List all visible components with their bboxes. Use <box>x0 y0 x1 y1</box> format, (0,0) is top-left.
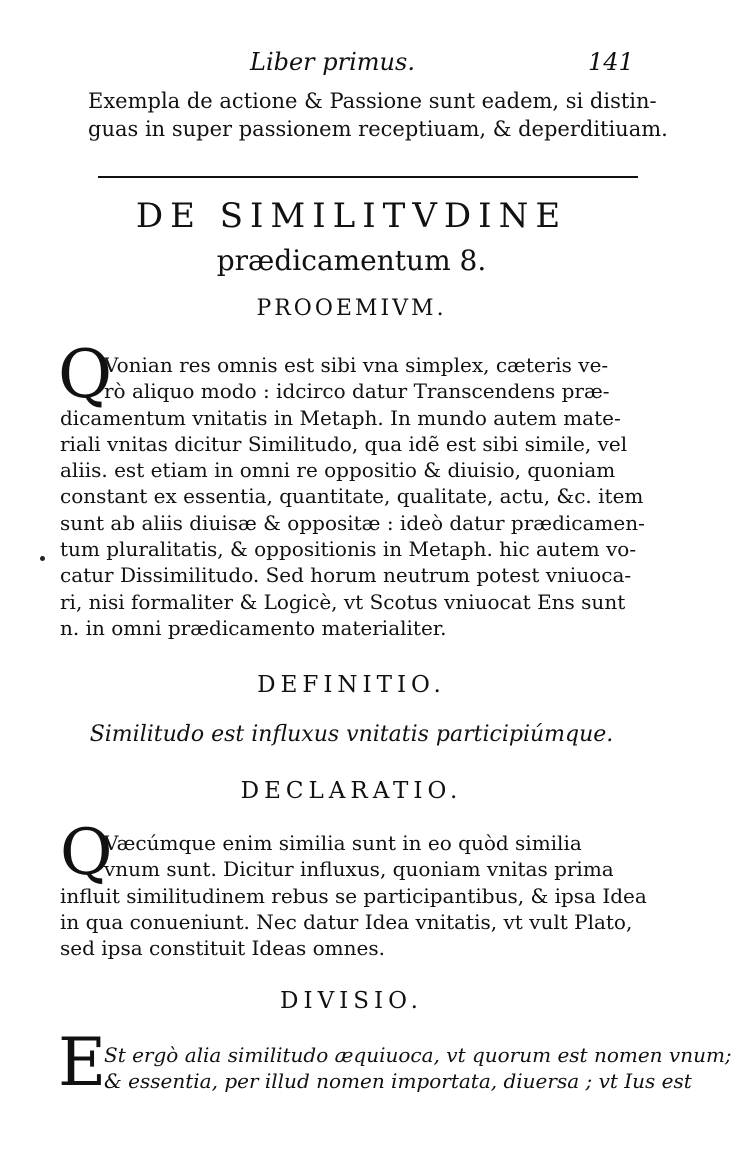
divisio-dropcap: E <box>58 1024 107 1101</box>
paragraph-line: riali vnitas dicitur Similitudo, qua idẽ est sibi simile, vel <box>60 431 628 456</box>
declaratio-paragraph <box>60 830 650 961</box>
declaratio-heading: DECLARATIO. <box>240 778 463 804</box>
page-number: 141 <box>588 48 634 76</box>
divisio-paragraph <box>60 1042 732 1095</box>
paragraph-line: dicamentum vnitatis in Metaph. In mundo autem mate- <box>60 405 621 430</box>
section-title: DE SIMILITVDINE <box>135 196 568 236</box>
paragraph-line: Væcúmque enim similia sunt in eo quòd similia <box>104 831 582 855</box>
paragraph-line: in qua conueniunt. Nec datur Idea vnitatis, vt vult Plato, <box>60 909 633 934</box>
paragraph-line: tum pluralitatis, & oppositionis in Metaph. hic autem vo- <box>60 537 637 562</box>
paragraph-line: St ergò alia similitudo æquiuoca, vt quorum est nomen vnum; <box>104 1043 732 1067</box>
divisio-heading: DIVISIO. <box>280 988 423 1014</box>
paragraph-line: vnum sunt. Dicitur influxus, quoniam vnitas prima <box>104 857 614 882</box>
paragraph-line: ri, nisi formaliter & Logicè, vt Scotus vniuocat Ens sunt <box>60 589 626 614</box>
paragraph-line: Vonian res omnis est sibi vna simplex, cæteris ve- <box>104 353 609 377</box>
proem-dropcap: Q <box>58 336 113 413</box>
paragraph-line: sunt ab aliis diuisæ & oppositæ : ideò datur prædicamen- <box>60 510 645 535</box>
declaratio-dropcap: Q <box>60 816 113 890</box>
proem-paragraph <box>60 352 650 641</box>
paragraph-line: catur Dissimilitudo. Sed horum neutrum potest vniuoca- <box>60 563 632 588</box>
intro-line: guas in super passionem receptiuam, & deperditiuam. <box>88 117 668 141</box>
intro-line: Exempla de actione & Passione sunt eadem, si distin- <box>88 89 657 113</box>
paragraph-line: rò aliquo modo : idcirco datur Transcendens præ- <box>104 379 610 404</box>
proem-heading: PROOEMIVM. <box>256 296 447 321</box>
section-subtitle: prædicamentum 8. <box>216 244 487 277</box>
paragraph-line: sed ipsa constituit Ideas omnes. <box>60 936 385 961</box>
paragraph-line: n. in omni prædicamento materialiter. <box>60 615 447 640</box>
paragraph-line: aliis. est etiam in omni re oppositio & diuisio, quoniam <box>60 458 616 483</box>
paragraph-line: constant ex essentia, quantitate, qualitate, actu, &c. item <box>60 484 644 509</box>
paragraph-line: influit similitudinem rebus se participantibus, & ipsa Idea <box>60 883 647 908</box>
paragraph-line: & essentia, per illud nomen importata, diuersa ; vt Ius est <box>104 1069 692 1094</box>
section-divider <box>98 176 638 178</box>
definition-text: Similitudo est influxus vnitatis participiúmque. <box>89 722 614 747</box>
ink-dot <box>40 556 45 561</box>
definition-heading: DEFINITIO. <box>257 672 446 698</box>
running-title: Liber primus. <box>250 48 415 76</box>
